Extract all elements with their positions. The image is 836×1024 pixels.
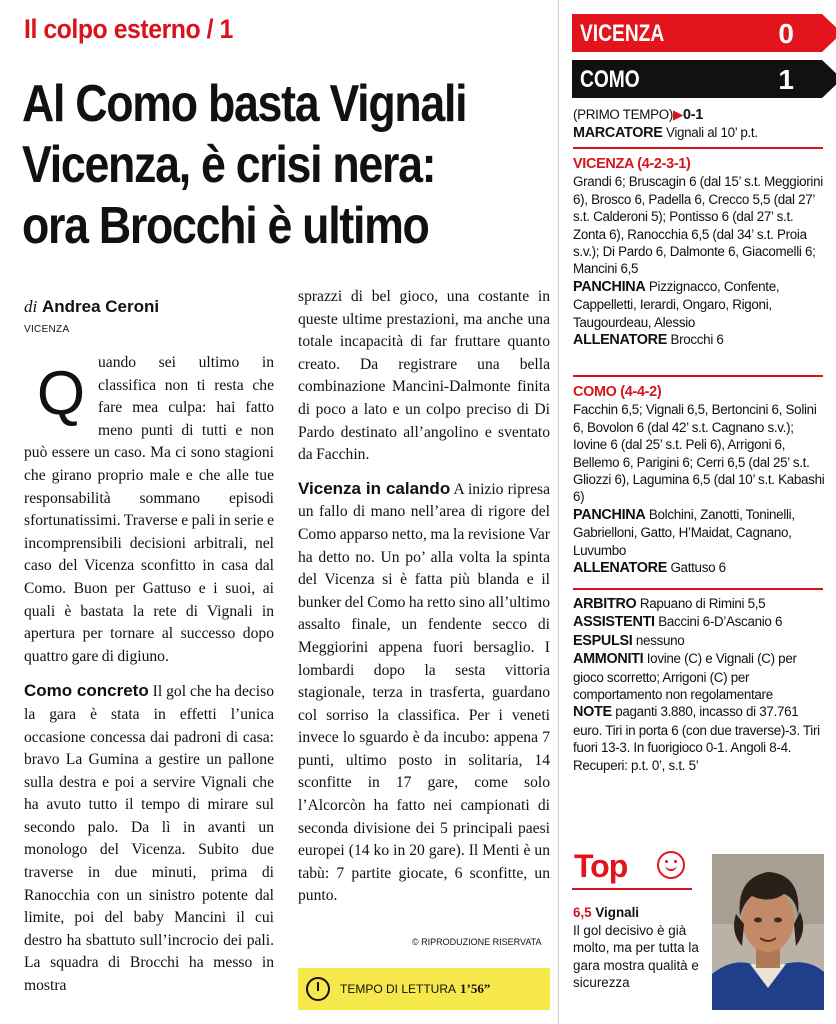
top-player-name: Vignali — [595, 905, 640, 920]
referee-label: ARBITRO — [573, 596, 637, 612]
subheading-vicenza-in-calando: Vicenza in calando — [298, 478, 451, 498]
home-arrow-tip — [822, 14, 836, 52]
triangle-icon: ▶ — [673, 107, 684, 122]
como-coach: Gattuso 6 — [670, 560, 726, 576]
vicenza-coach: Brocchi 6 — [670, 332, 724, 348]
top-player-rating: 6,5 — [573, 905, 592, 920]
byline — [24, 297, 159, 317]
home-team-goals: 0 — [778, 18, 794, 49]
drop-cap: Q — [36, 359, 86, 428]
paragraph-continued: sprazzi di bel gioco, una costante in queste ultime prestazioni, ma anche una totale incapacità di far fruttare quanto creato. Da registrare una bella combinazione Mancini-Dalmonte finita di poco a lato e un colpo preciso di Di Pardo destinato all’angolino e sventato da Facchin. — [298, 288, 550, 464]
article-column-2 — [298, 286, 550, 908]
player-photo — [712, 854, 824, 1010]
notes-label: NOTE — [573, 704, 612, 721]
byline-prefix: di — [24, 297, 38, 316]
headline-line-2: Vicenza, è crisi nera: — [22, 136, 436, 194]
clock-icon — [306, 977, 330, 1001]
como-lineup-box — [573, 383, 825, 577]
booked-label: AMMONITI — [573, 651, 644, 668]
scorer-label: MARCATORE — [573, 125, 663, 142]
section-rule — [573, 588, 823, 590]
away-team-goals: 1 — [778, 64, 794, 95]
byline-author: Andrea Ceroni — [41, 297, 160, 316]
smiley-icon — [657, 851, 685, 879]
referee-value: Rapuano di Rimini 5,5 — [639, 596, 766, 611]
top-player-comment: Il gol decisivo è già molto, ma per tutta la gara mostra qualità e sicurezza — [573, 922, 699, 991]
notes-value: paganti 3.880, incasso di 37.761 euro. Tiri in porta 6 (con due traverse)-3. Tiri fuori 13-3. In fuorigioco 0-1. Angoli 8-4. Recuperi: p.t. 0’, s.t. 5’ — [573, 704, 820, 773]
vicenza-lineup: Grandi 6; Bruscagin 6 (dal 15’ s.t. Meggiorini 6), Brosco 6, Padella 6, Crecco 5,5 (dal 27’ s.t. Calderoni 5); Pontisso 6 (dal 27’ s.t. Zonta 6), Ranocchia 6,5 (dal 34’ s.t. Proia s.v.); Di Pardo 6, Dalmonte 6, Giacomelli 6; Mancini 6,5 — [573, 174, 823, 277]
dateline: VICENZA — [24, 324, 70, 335]
paragraph-vicenza — [298, 478, 550, 908]
assistants-value: Baccini 6-D’Ascanio 6 — [658, 614, 783, 630]
scoreboard-home — [572, 14, 822, 52]
officials-box — [573, 595, 825, 774]
assistants-label: ASSISTENTI — [573, 614, 655, 631]
como-formation-title: COMO (4-4-2) — [573, 384, 662, 400]
column-divider — [558, 0, 559, 1024]
article-headline — [22, 74, 486, 257]
paragraph-como — [24, 680, 274, 997]
scoreboard-away — [572, 60, 822, 98]
vicenza-bench: Pizzignacco, Confente, Cappelletti, Ierardi, Ongaro, Rigoni, Taugourdeau, Alessio — [573, 278, 780, 330]
away-arrow-tip — [822, 60, 836, 98]
scorer-value: Vignali al 10’ p.t. — [665, 125, 758, 141]
top-rule — [572, 888, 692, 890]
paragraph-como-text: Il gol che ha deciso la gara è stata in effetti l’unica occasione concessa dai padroni di casa: bravo La Gumina a gestire un pallone sulla destra e poi a servire Vignali che ha avuto tutto il tempo di mirare sul secondo palo. Da lì in avanti un monologo del Vicenza. Subito due traverse in due minuti, prima di Ranocchia con un sinistro potente dal limite, poi del baby Mancini il cui destro ha sbattuto sull’incrocio dei pali. La squadra di Brocchi ha messo in mostra — [24, 683, 275, 995]
reading-time-bar — [298, 968, 550, 1010]
como-lineup: Facchin 6,5; Vignali 6,5, Bertoncini 6, Solini 6, Bovolon 6 (dal 42’ s.t. Cagnano s.v.); Iovine 6 (dal 25’ s.t. Peli 6), Arrigoni 6, Bellemo 6, Parigini 6; Cerri 6,5 (dal 25’ s.t. Gliozzi 6), Lagumina 6,5 (dal 10’ s.t. Kabashi 6) — [573, 402, 825, 505]
section-rule — [573, 147, 823, 149]
top-label: Top — [574, 848, 628, 884]
vicenza-bench-label: PANCHINA — [573, 278, 646, 295]
sentoff-value: nessuno — [635, 632, 685, 648]
booked-value: Iovine (C) e Vignali (C) per gioco scorretto; Arrigoni (C) per comportamento non regolamentare — [573, 651, 797, 703]
copyright-note: © RIPRODUZIONE RISERVATA — [412, 937, 542, 947]
article-column-1 — [24, 352, 274, 998]
vicenza-formation-title: VICENZA (4-2-3-1) — [573, 156, 691, 172]
sentoff-label: ESPULSI — [573, 632, 633, 649]
half-time-label: (PRIMO TEMPO) — [573, 107, 674, 122]
section-rule — [573, 375, 823, 377]
como-bench: Bolchini, Zanotti, Toninelli, Gabrielloni, Gatto, H’Maidat, Cagnano, Luvumbo — [573, 506, 795, 558]
article-kicker: Il colpo esterno / 1 — [24, 14, 233, 44]
paragraph-vicenza-text: A inizio ripresa un fallo di mano nell’area di rigore del Como apparso netto, ma la revisione Var ha detto no. Un po’ alla volta la spinta del Vicenza si è fatta più blanda e il bunker del Como ha retto sino all’ultimo assalto finale, un fendente secco di Meggiorini appena fuori bersaglio. I lombardi dopo la sesta vittoria stagionale, terza in trasferta, guardano col sorriso la classifica. Per i veneti invece lo sguardo è da incubo: appena 7 punti, ultimo posto in solitaria, 14 sconfitte in 17 gare, come solo l’Alcorcòn ha fatto nei campionati di seconda divisione dei 5 principali paesi europei (14 ko in 20 gare). Il Menti è un tabù: 7 partite giocate, 6 sconfitte, un punto. — [298, 480, 550, 905]
como-bench-label: PANCHINA — [573, 506, 646, 523]
top-player-box — [573, 904, 707, 992]
headline-line-1: Al Como basta Vignali — [22, 75, 467, 133]
subheading-como-concreto: Como concreto — [24, 681, 149, 701]
home-team-name: VICENZA — [580, 20, 665, 47]
half-time-score: 0-1 — [683, 107, 703, 123]
paragraph-intro: uando sei ultimo in classifica non ti resta che fare mea culpa: hai fatto meno punti di tutti e non può essere un caso. Ma ci sono stagioni che girano proprio male e che alle tue responsabilità sommano episodi sfortunatissimi. Traverse e pali in serie e incomprensibili decisioni arbitrali, nel caso del Vicenza sconfitto in casa dal Como. Buon per Gattuso e i suoi, ai quali è bastata la rete di Vignali in apertura per tornare al successo dopo quattro gare di digiuno. — [24, 354, 274, 665]
reading-time-label: TEMPO DI LETTURA — [340, 982, 457, 996]
reading-time-value: 1’56” — [460, 981, 491, 996]
away-team-name: COMO — [580, 66, 640, 93]
como-coach-label: ALLENATORE — [573, 560, 668, 577]
headline-line-3: ora Brocchi è ultimo — [22, 197, 429, 255]
match-facts — [573, 106, 825, 143]
vicenza-coach-label: ALLENATORE — [573, 332, 668, 349]
vicenza-lineup-box — [573, 155, 825, 349]
